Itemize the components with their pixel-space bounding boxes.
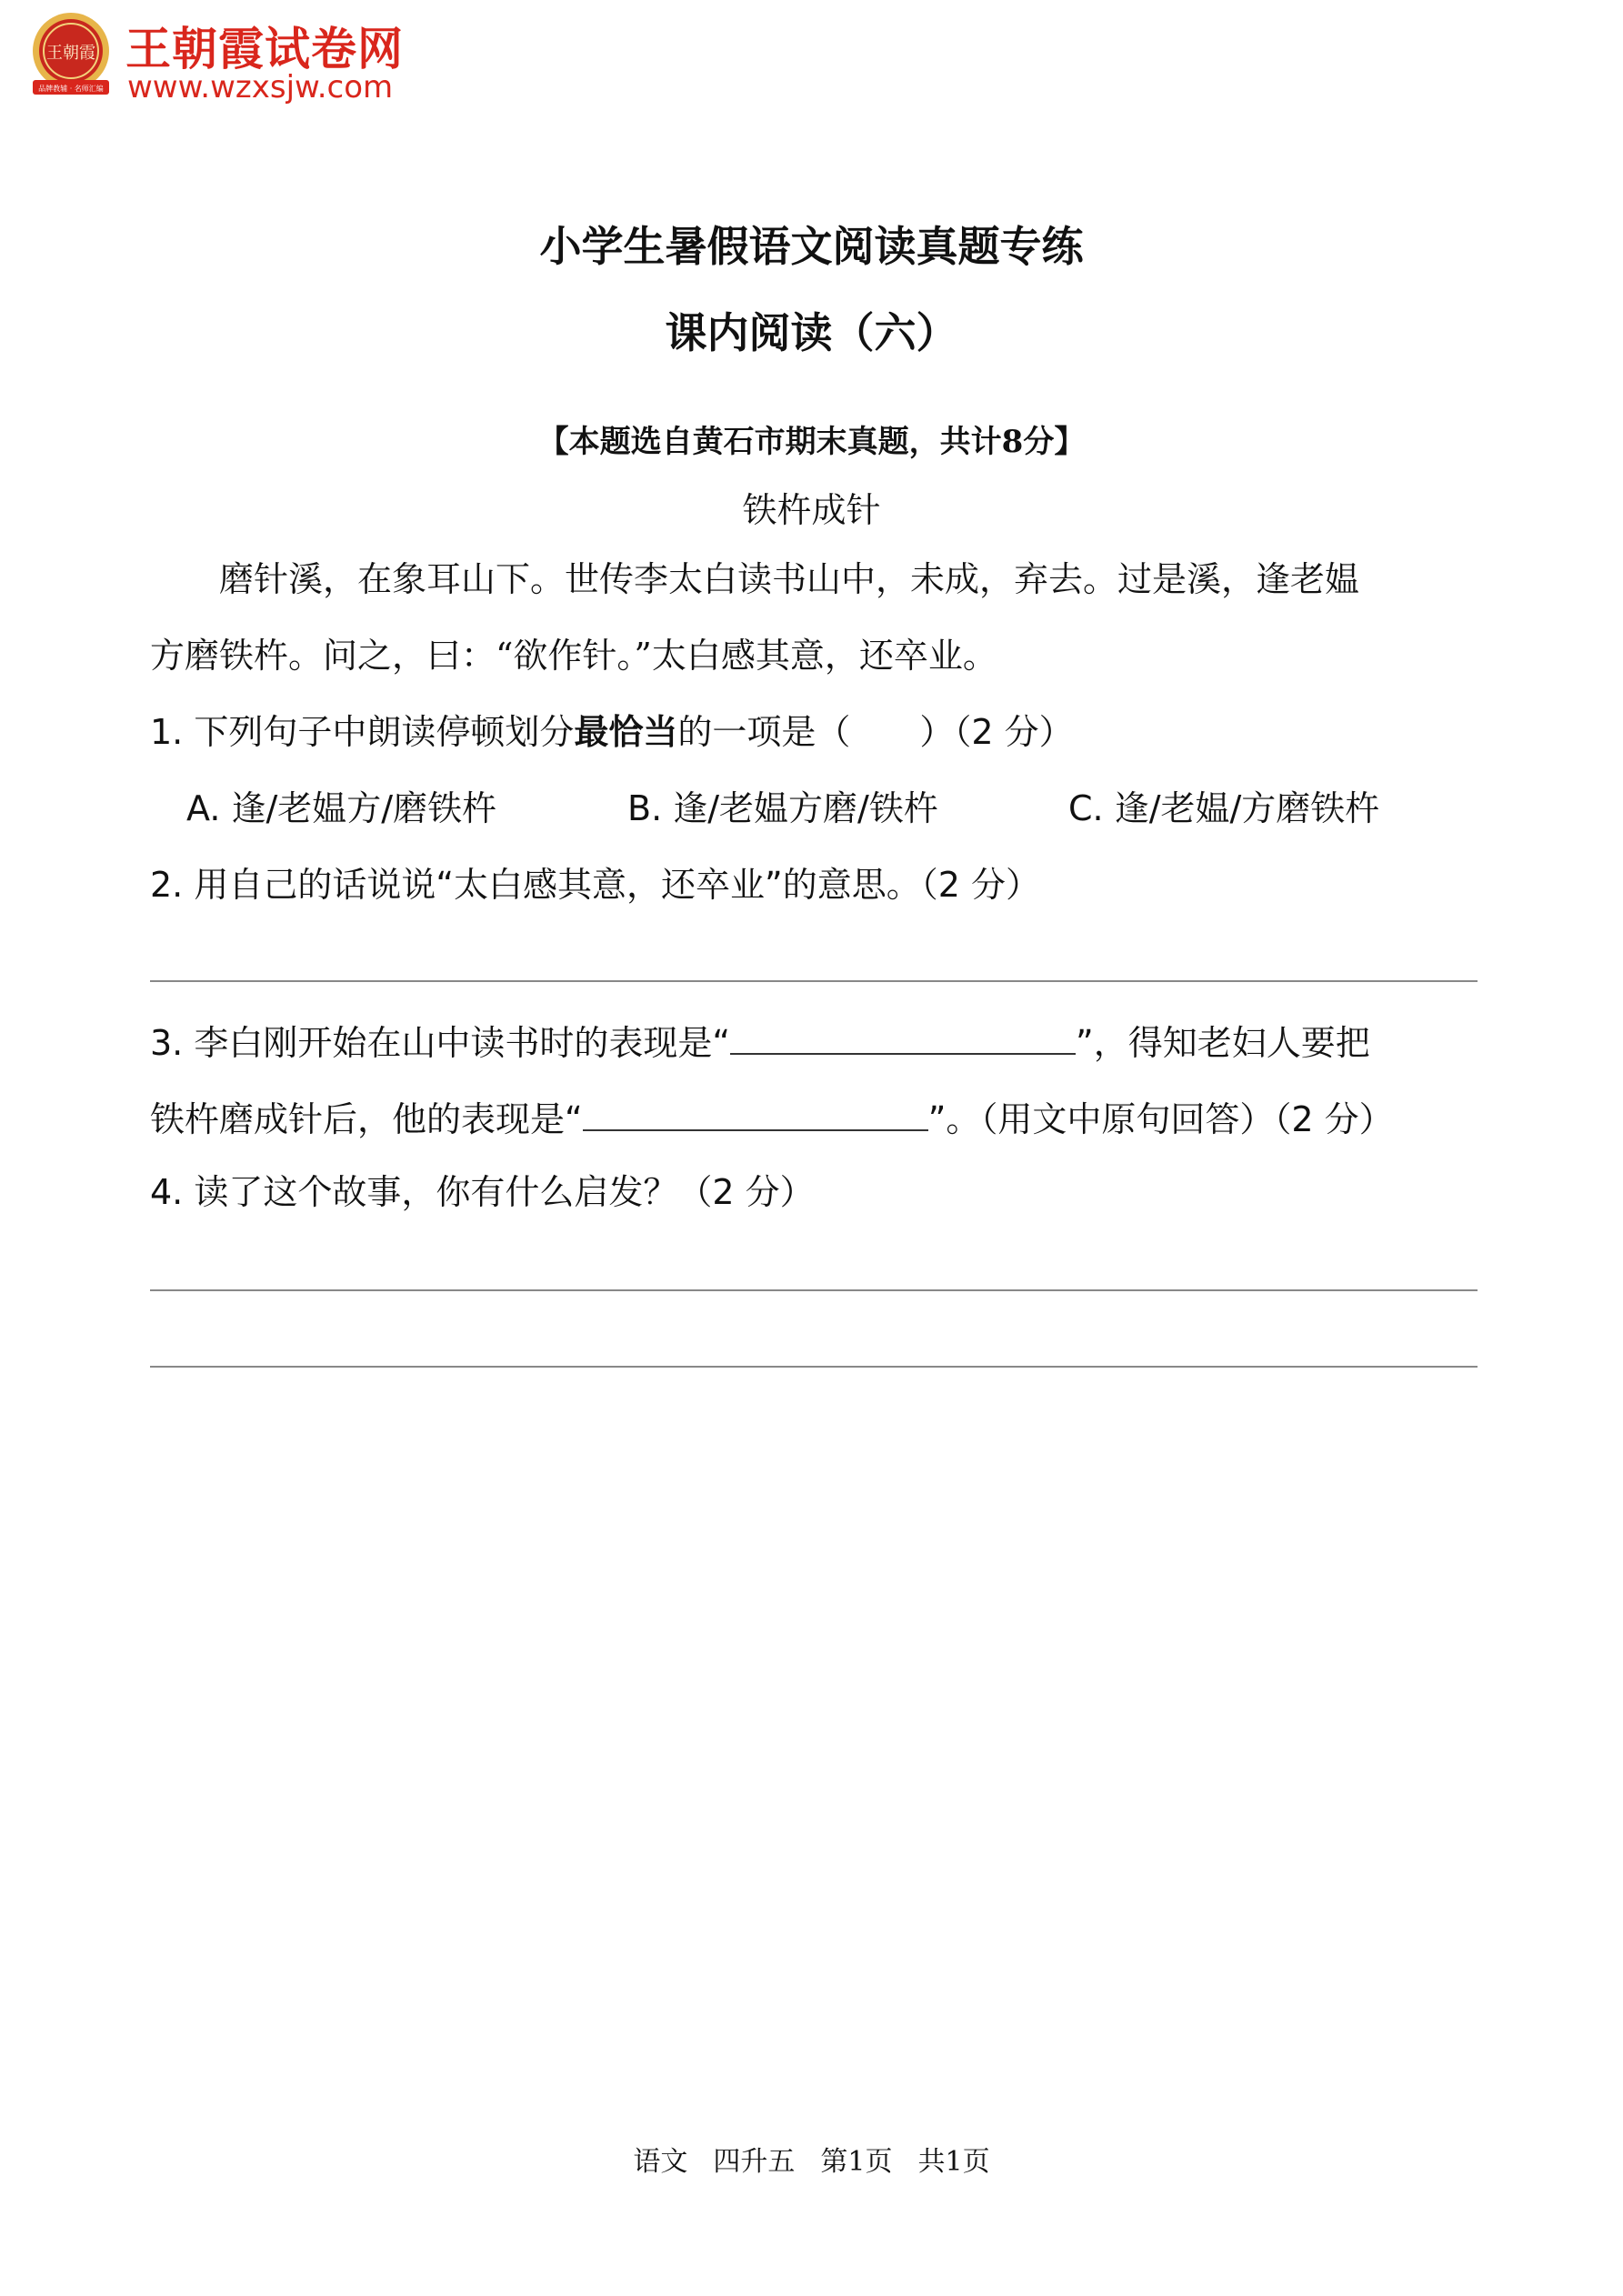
- footer-grade: 四升五: [713, 2146, 796, 2178]
- footer-page: 第1页: [820, 2146, 893, 2178]
- answer-blank-q3-1[interactable]: [730, 1022, 1076, 1055]
- question-3-text-4: ”。（用文中原句回答）（2 分）: [927, 1099, 1394, 1139]
- option-b[interactable]: B. 逢/老媪方磨/铁杵: [627, 788, 938, 828]
- footer-total: 共1页: [917, 2146, 990, 2178]
- option-c[interactable]: C. 逢/老媪/方磨铁杵: [1068, 788, 1380, 828]
- question-1-text: 1. 下列句子中朗读停顿划分: [150, 712, 575, 752]
- seal-text: 王朝霞: [46, 44, 95, 63]
- brand-logo: [25, 9, 426, 109]
- passage-line-1: 磨针溪，在象耳山下。世传李太白读书山中，未成，弃去。过是溪，逢老媪: [150, 559, 1360, 599]
- passage-line-2: 方磨铁杵。问之，曰：“欲作针。”太白感其意，还卒业。: [150, 636, 997, 676]
- page-subtitle: 课内阅读（六）: [665, 308, 958, 357]
- question-3-line-2: [150, 1098, 1394, 1137]
- question-2: 2. 用自己的话说说“太白感其意，还卒业”的意思。（2 分）: [150, 865, 1040, 905]
- brand-seal-icon: [25, 9, 116, 100]
- page-title: 小学生暑假语文阅读真题专练: [539, 222, 1084, 271]
- passage-title: 铁杵成针: [742, 490, 881, 530]
- source-note: 【本题选自黄石市期末真题，共计8分】: [537, 424, 1086, 460]
- answer-blank-q3-2[interactable]: [583, 1098, 928, 1131]
- seal-ribbon-text: 品牌教辅 · 名师汇编: [38, 85, 104, 93]
- question-4: 4. 读了这个故事，你有什么启发？（2 分）: [150, 1172, 815, 1212]
- question-1-tail: 的一项是（ ）（2 分）: [677, 712, 1074, 752]
- question-3-text-2: ”，得知老妇人要把: [1076, 1023, 1370, 1063]
- brand-url[interactable]: www.wzxsjw.com: [127, 69, 394, 105]
- option-a[interactable]: A. 逢/老媪方/磨铁杵: [186, 788, 497, 828]
- answer-line-q4-2[interactable]: [150, 1366, 1478, 1368]
- page-footer: [0, 2139, 1623, 2179]
- answer-line-q2[interactable]: [150, 980, 1478, 982]
- brand-name: 王朝霞试卷网: [125, 23, 404, 75]
- question-1: [150, 712, 1074, 752]
- answer-line-q4-1[interactable]: [150, 1289, 1478, 1291]
- question-1-emphasis: 最恰当: [574, 712, 678, 752]
- footer-subject: 语文: [633, 2146, 688, 2178]
- question-3-line-1: [150, 1022, 1370, 1063]
- question-3-text-3: 铁杵磨成针后，他的表现是“: [150, 1099, 583, 1139]
- question-3-text-1: 3. 李白刚开始在山中读书时的表现是“: [150, 1023, 731, 1063]
